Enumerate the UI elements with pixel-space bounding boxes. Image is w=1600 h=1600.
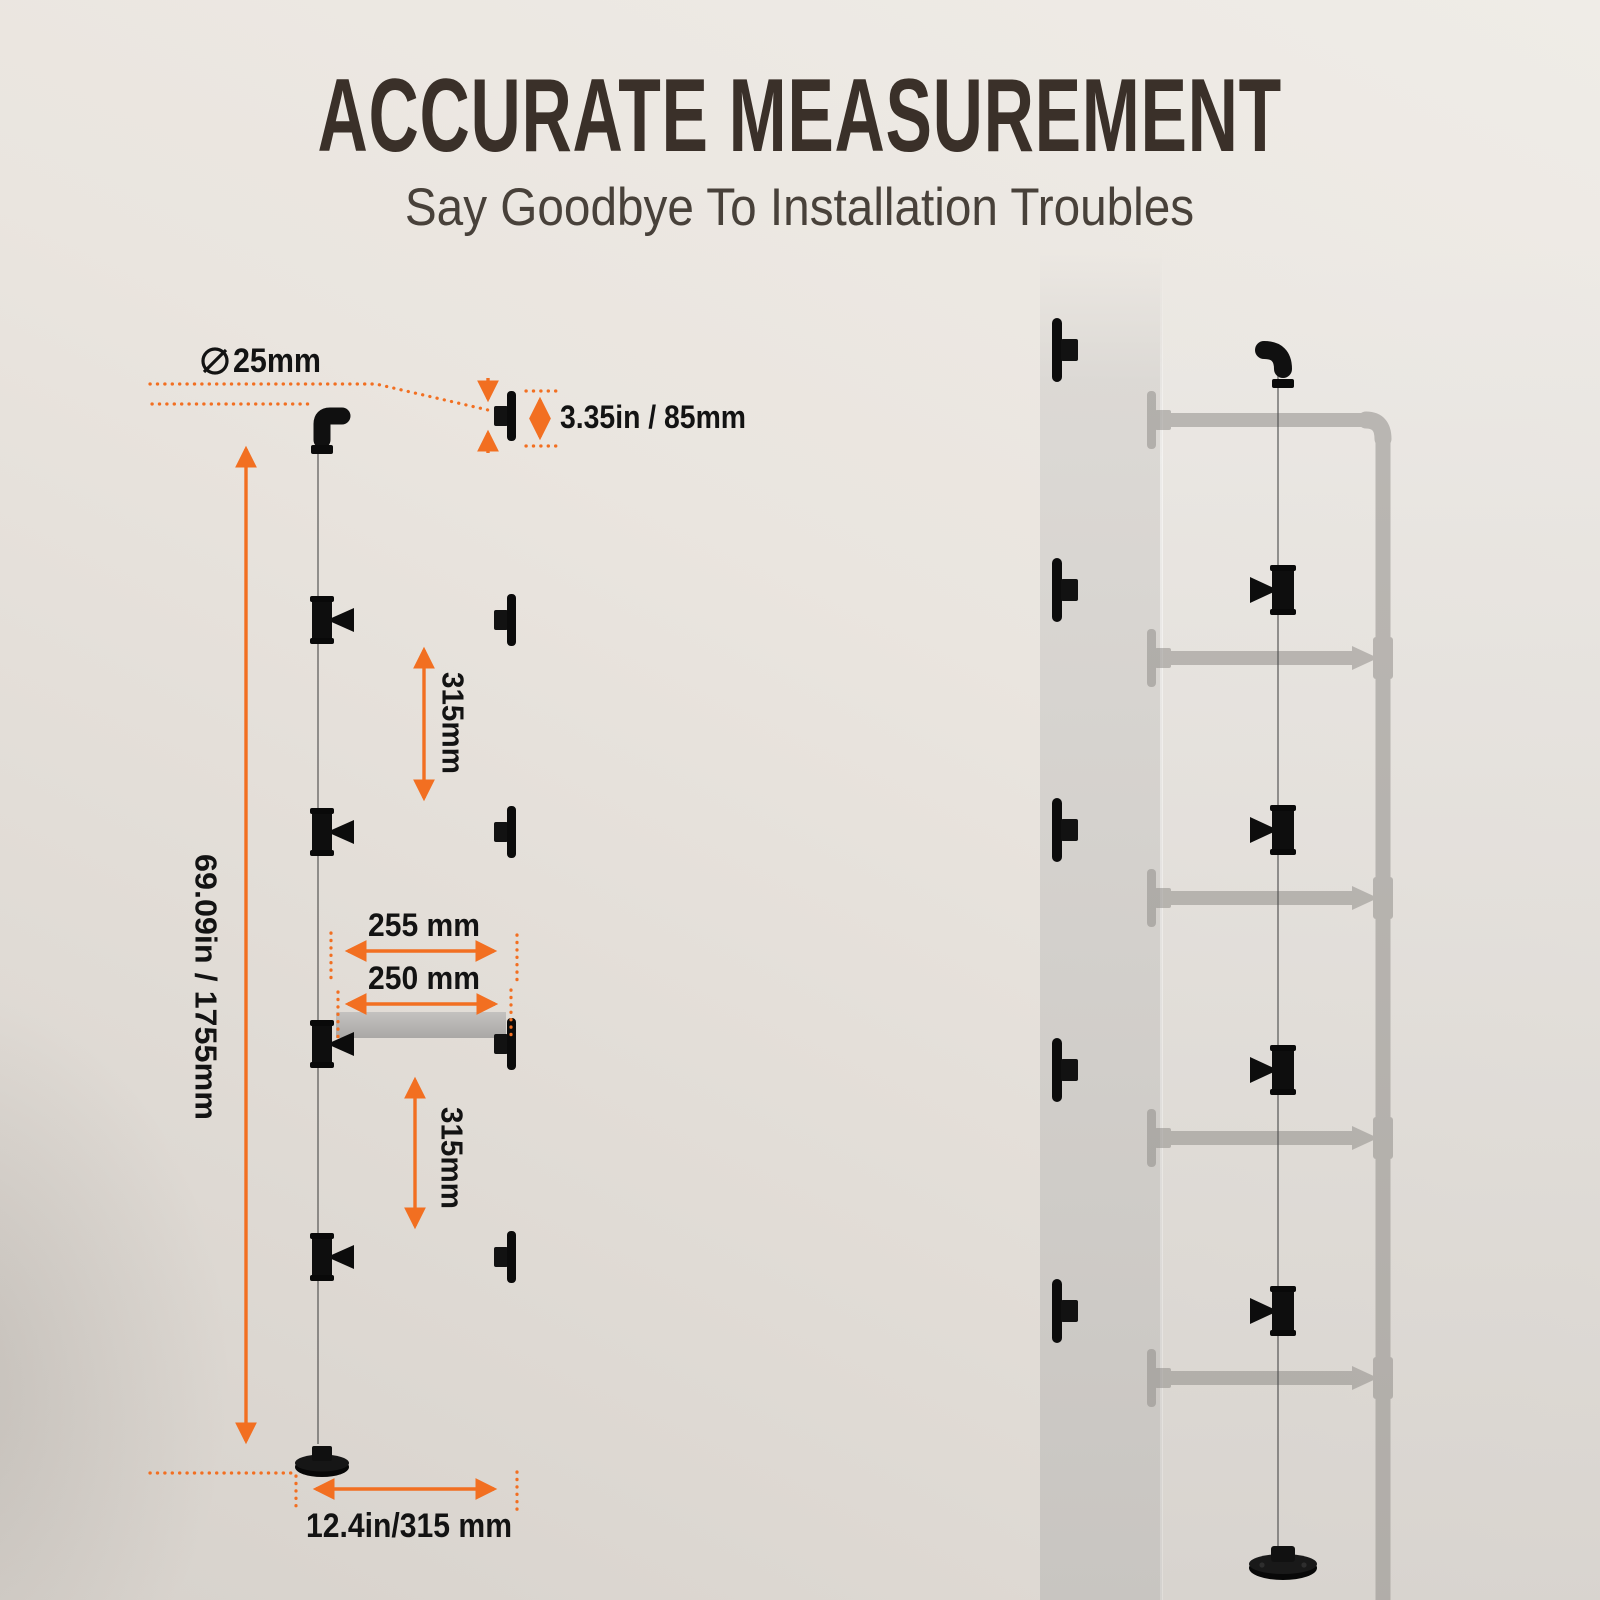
product-render — [1052, 318, 1317, 1580]
elbow-collar — [311, 445, 333, 454]
pipe-diameter-label: 25mm — [233, 342, 321, 380]
page-title: ACCURATE MEASUREMENT — [317, 58, 1283, 174]
lower-gap-label: 315mm — [434, 1107, 470, 1214]
flange-hub — [1061, 1300, 1078, 1322]
wall-flange — [507, 806, 516, 858]
shelf-tier — [1052, 798, 1296, 862]
upper-gap-label: 315mm — [435, 672, 471, 779]
flange-hub — [1061, 1059, 1078, 1081]
tee-fitting — [312, 1023, 332, 1065]
wall-flange — [507, 1231, 516, 1283]
outer-clearance-label: 255 mm — [368, 907, 480, 943]
diameter-icon — [203, 349, 227, 373]
shelf-tier — [310, 806, 516, 858]
bar-depth-label: 12.4in/315 mm — [306, 1507, 512, 1545]
flange-hub — [494, 1247, 508, 1267]
product-render-ghost — [1147, 391, 1393, 1600]
shelf-board — [336, 1012, 506, 1038]
flange-hub — [494, 406, 508, 426]
tee-fitting — [1272, 1289, 1294, 1333]
dimension-diagram — [150, 342, 746, 1545]
page-subtitle: Say Goodbye To Installation Troubles — [405, 178, 1195, 237]
flange-hub — [1061, 339, 1078, 361]
tee-fitting — [312, 811, 332, 853]
dimension-labels — [189, 342, 747, 1545]
total-height-label: 69.09in / 1755mm — [188, 854, 224, 1110]
shelf-tier — [310, 594, 516, 646]
diameter-leader-upper — [150, 384, 488, 410]
tee-fitting — [312, 1236, 332, 1278]
elbow-fitting — [1264, 350, 1283, 369]
base-hub — [1271, 1546, 1295, 1562]
wall-flange — [507, 391, 516, 441]
flange-hub — [1061, 819, 1078, 841]
shelf-tier — [1052, 558, 1296, 622]
shelf-tier — [310, 1231, 516, 1283]
flange-hub — [494, 822, 508, 842]
wall-flange — [1052, 798, 1062, 862]
shelf-tier — [1052, 1279, 1296, 1343]
elbow-collar — [1272, 379, 1294, 388]
flange-size-label: 3.35in / 85mm — [560, 399, 746, 435]
wall-flange — [1052, 558, 1062, 622]
tee-fitting — [312, 599, 332, 641]
flange-hub — [494, 610, 508, 630]
wall-flange — [1052, 1279, 1062, 1343]
base-hub — [312, 1446, 332, 1461]
flange-hub — [494, 1034, 508, 1054]
shelf-tier — [1052, 1038, 1296, 1102]
tee-fitting — [1272, 568, 1294, 612]
inner-clearance-label: 250 mm — [368, 960, 480, 996]
wall-flange — [1052, 1038, 1062, 1102]
flange-hub — [1061, 579, 1078, 601]
wall-flange — [507, 594, 516, 646]
wall-flange — [1052, 318, 1062, 382]
tee-fitting — [1272, 1048, 1294, 1092]
tee-fitting — [1272, 808, 1294, 852]
